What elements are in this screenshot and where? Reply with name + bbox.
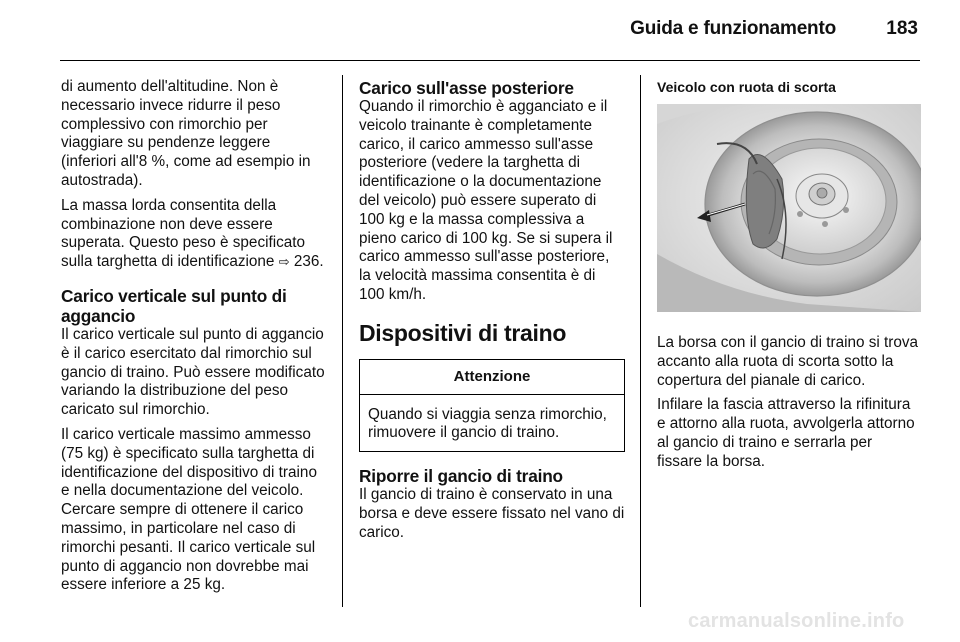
paragraph-vertical-load-def: Il carico verticale sul punto di aggancio è il carico esercitato dal rimorchio sul gancio di traino. Può essere modificato variando la distribuzione del peso caricato sul rimorchio.: [61, 325, 325, 419]
paragraph-store-hook: Il gancio di traino è conservato in una borsa e deve essere fissato nel vano di carico.: [359, 486, 625, 541]
column-divider-2: [640, 75, 641, 607]
page-number: 183: [886, 18, 918, 39]
warning-title: Attenzione: [360, 360, 624, 395]
paragraph-vertical-load-max: Il carico verticale massimo ammesso (75 kg) è specificato sulla targhetta di identificazione del dispositivo di traino e nella documentazione del veicolo. Cercare sempre di ottenere il carico massimo, in particolare nel caso di rimorchi pesanti. Il carico verticale sul punto di aggancio non dovrebbe mai essere inferiore a 25 kg.: [61, 425, 317, 594]
header-title: Guida e funzionamento: [630, 18, 836, 39]
paragraph-gross-mass-text: La massa lorda consentita della combinazione non deve essere superata. Questo peso è specificato sulla targhetta di identificazione: [61, 196, 306, 271]
column-right: [657, 78, 921, 478]
heading-vertical-load: Carico verticale sul punto di aggancio: [61, 285, 287, 326]
paragraph-bag-location: La borsa con il gancio di traino si trova accanto alla ruota di scorta sotto la copertura del pianale di carico.: [657, 334, 919, 389]
paragraph-strap-instructions: Infilare la fascia attraverso la rifinitura e attorno alla ruota, avvolgerla attorno al gancio di traino e serrarla per fissare la borsa.: [657, 396, 915, 470]
paragraph-gross-mass: [61, 197, 327, 272]
paragraph-altitude: di aumento dell'altitudine. Non è necessario invece ridurre il peso complessivo con rimorchio per viaggiare su pendenze leggere (inferiori all'8 %, come ad esempio in autostrada).: [61, 78, 311, 189]
page-ref-link[interactable]: 236.: [293, 253, 324, 271]
warning-box: [359, 359, 625, 452]
spare-wheel-photo: [657, 104, 921, 312]
heading-rear-axle-load: Carico sull'asse posteriore: [359, 78, 574, 98]
column-divider-1: [342, 75, 343, 607]
paragraph-rear-axle-load: Quando il rimorchio è agganciato e il veicolo trainante è completamente carico, il carico ammesso sull'asse posteriore (vedere la targhetta di identificazione o la documentazione del veicolo) può essere superato di 100 kg e la massa complessiva a pieno carico di 100 kg. Se si supera il carico ammesso sull'asse posteriore, la velocità massima consentita è di 100 km/h.: [359, 98, 613, 303]
header-rule: [60, 60, 920, 61]
heading-store-hook: Riporre il gancio di traino: [359, 466, 563, 487]
page-ref-arrow-icon: ⇨: [278, 254, 290, 270]
section-title-towing: Dispositivi di traino: [359, 319, 567, 346]
column-left: [61, 78, 327, 601]
warning-text: Quando si viaggia senza rimorchio, rimuovere il gancio di traino.: [368, 405, 607, 442]
column-middle: [359, 78, 625, 549]
heading-spare-wheel: Veicolo con ruota di scorta: [657, 79, 836, 95]
watermark: carmanualsonline.info: [688, 610, 905, 632]
